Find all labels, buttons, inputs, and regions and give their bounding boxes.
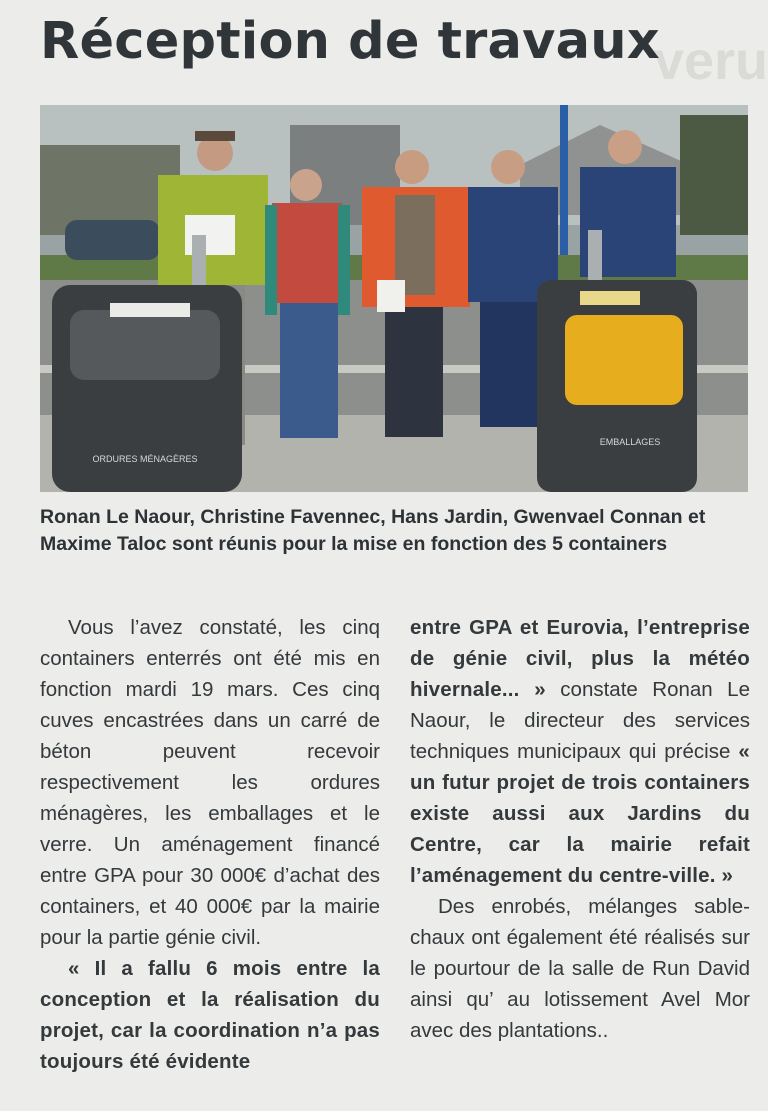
article-column-1 — [40, 612, 380, 1077]
quote-2: « un futur projet de trois containers existe aussi aux Jardins du Centre, car la mairie refait l’aménagement du centre-ville. » — [410, 740, 750, 887]
headline: Réception de travaux — [40, 12, 660, 71]
text-after-quote: constate Ronan Le Naour, le directeur des services techniques municipaux qui précise — [410, 678, 750, 763]
ghost-headline-fragment: veru — [653, 31, 768, 91]
background-tree-right — [680, 115, 748, 235]
paragraph-last: Des enrobés, mélanges sable-chaux ont également été réalisés sur le pourtour de la salle de Run David ainsi qu’ au lotissement Avel Mor avec des plantations.. — [410, 895, 750, 1042]
photo-illustration — [40, 105, 748, 492]
paragraph-2 — [410, 612, 750, 891]
article-photo — [40, 105, 748, 492]
parked-car — [65, 220, 160, 260]
bin-right-label: EMBALLAGES — [599, 437, 661, 447]
quote-continued: entre GPA et Eurovia, l’entreprise de génie civil, plus la météo hivernale... » — [410, 616, 750, 701]
bin-left-label: ORDURES MÉNAGÈRES — [92, 454, 198, 464]
blue-pole — [560, 105, 568, 265]
paragraph-1: Vous l’avez constaté, les cinq containers enterrés ont été mis en fonction mardi 19 mars. Ces cinq cuves encastrées dans un carré de béton peuvent recevoir respectivement les ordures ménagères, les emballages et le verre. Un aménagement financé entre GPA pour 30 000€ d’achat des containers, et 40 000€ par la mairie pour la partie génie civil. — [40, 616, 380, 949]
photo-caption: Ronan Le Naour, Christine Favennec, Hans Jardin, Gwenvael Connan et Maxime Taloc sont réunis pour la mise en fonction des 5 containers — [40, 506, 706, 555]
article-column-2 — [410, 612, 750, 1046]
quote-start: « Il a fallu 6 mois entre la conception et la réalisation du projet, car la coordination n’a pas toujours été évidente — [40, 957, 380, 1073]
